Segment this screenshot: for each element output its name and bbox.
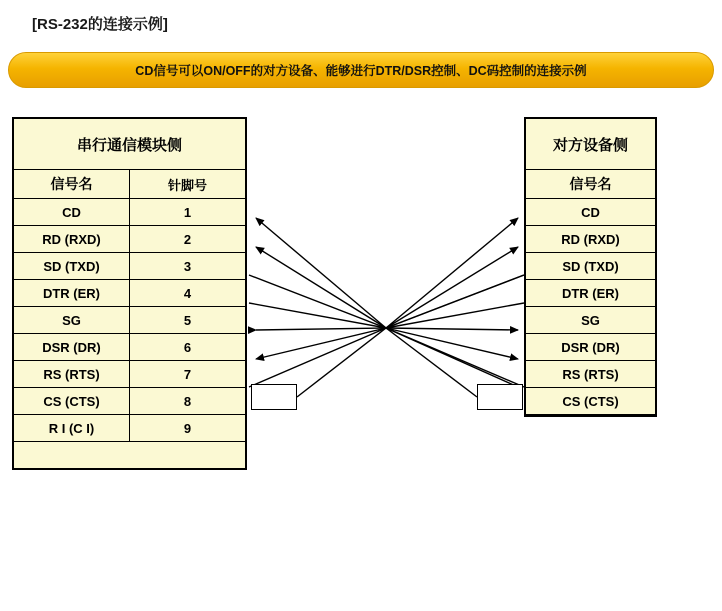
right-signal-rd: RD (RXD)	[526, 226, 655, 253]
left-pin-dsr: 6	[130, 334, 246, 361]
left-signal-sd: SD (TXD)	[14, 253, 130, 280]
left-pin-sg: 5	[130, 307, 246, 334]
right-signal-rs: RS (RTS)	[526, 361, 655, 388]
right-signal-sg: SG	[526, 307, 655, 334]
table-row	[526, 388, 655, 415]
table-row	[14, 361, 245, 388]
table-row	[526, 199, 655, 226]
right-signal-sd: SD (TXD)	[526, 253, 655, 280]
table-row	[526, 307, 655, 334]
table-column-header-row	[14, 170, 245, 199]
right-signal-dsr: DSR (DR)	[526, 334, 655, 361]
column-header-signal-name-right: 信号名	[526, 170, 655, 199]
left-pin-sd: 3	[130, 253, 246, 280]
left-pin-rd: 2	[130, 226, 246, 253]
table-row	[526, 280, 655, 307]
table-column-header-row	[526, 170, 655, 199]
left-pin-cd: 1	[130, 199, 246, 226]
table-filler	[14, 442, 245, 469]
right-signal-cd: CD	[526, 199, 655, 226]
table-row	[526, 253, 655, 280]
table-header-row	[14, 119, 245, 170]
left-pin-cs: 8	[130, 388, 246, 415]
table-row	[14, 334, 245, 361]
banner-text: CD信号可以ON/OFF的对方设备、能够进行DTR/DSR控制、DC码控制的连接示例	[135, 64, 587, 78]
table-row	[14, 307, 245, 334]
table-filler-row	[14, 442, 245, 469]
table-row	[14, 415, 245, 442]
left-signal-dsr: DSR (DR)	[14, 334, 130, 361]
left-signal-dtr: DTR (ER)	[14, 280, 130, 307]
table-row	[14, 253, 245, 280]
table-row	[14, 388, 245, 415]
column-header-pin-number: 针脚号	[130, 170, 246, 199]
serial-module-table	[12, 117, 247, 470]
peer-device-table	[524, 117, 657, 417]
table-row	[14, 280, 245, 307]
right-signal-cs: CS (CTS)	[526, 388, 655, 415]
table-row	[526, 361, 655, 388]
note-box-left	[251, 384, 297, 410]
serial-module-table-title: 串行通信模块侧	[14, 119, 245, 170]
page-title: [RS-232的连接示例]	[32, 16, 168, 33]
table-header-row	[526, 119, 655, 170]
note-box-right	[477, 384, 523, 410]
left-pin-dtr: 4	[130, 280, 246, 307]
right-signal-dtr: DTR (ER)	[526, 280, 655, 307]
table-row	[526, 334, 655, 361]
left-signal-rd: RD (RXD)	[14, 226, 130, 253]
left-signal-rs: RS (RTS)	[14, 361, 130, 388]
left-pin-ri: 9	[130, 415, 246, 442]
peer-device-table-title: 对方设备侧	[526, 119, 655, 170]
table-row	[14, 226, 245, 253]
table-row	[526, 226, 655, 253]
left-signal-ri: R I (C I)	[14, 415, 130, 442]
left-signal-sg: SG	[14, 307, 130, 334]
left-pin-rs: 7	[130, 361, 246, 388]
table-row	[14, 199, 245, 226]
column-header-signal-name: 信号名	[14, 170, 130, 199]
left-signal-cs: CS (CTS)	[14, 388, 130, 415]
left-signal-cd: CD	[14, 199, 130, 226]
